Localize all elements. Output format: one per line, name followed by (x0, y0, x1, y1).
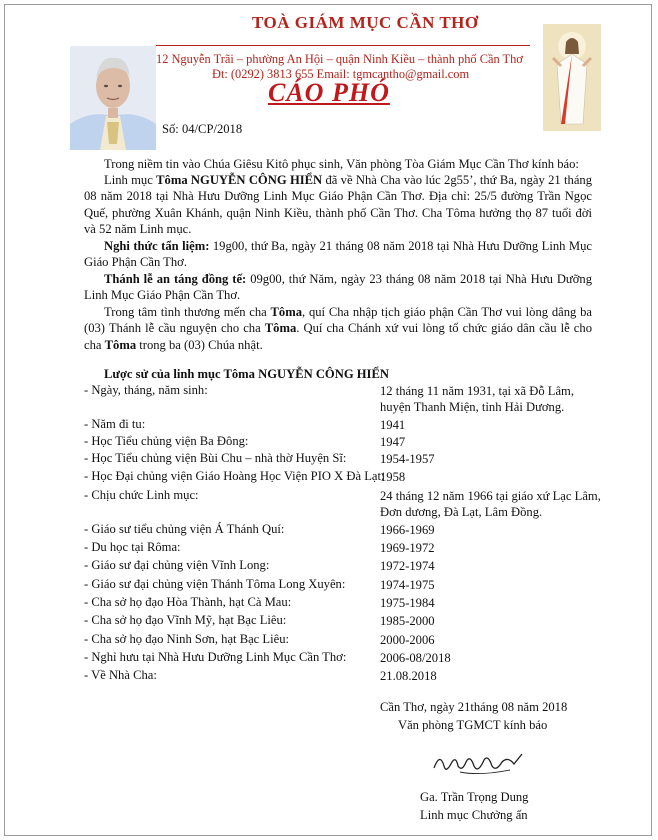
history-label: - Giáo sư đại chủng viện Vĩnh Long: (84, 558, 270, 572)
announcement-text-a: Linh mục (104, 173, 157, 187)
history-row (84, 595, 604, 611)
history-label: - Học Tiểu chủng viện Bùi Chu – nhà thờ Huyện Sĩ: (84, 451, 347, 465)
intro-text: Trong niềm tin vào Chúa Giêsu Kitô phục sinh, Văn phòng Tòa Giám Mục Cần Thơ kính báo: (104, 157, 579, 171)
org-contact: Đt: (0292) 3813 655 Email: tgmcantho@gmail.com (212, 67, 470, 81)
history-row (84, 417, 604, 433)
history-value: 1947 (380, 435, 406, 449)
prayer-text-b: , quí Cha nhập tịch giáo phận Cần Thơ vui lòng dâng ba (03) Thánh lễ cầu nguyện cho cha (84, 305, 592, 336)
document-title: CÁO PHÓ (268, 78, 390, 107)
funeral-mass-text: 09g00, thứ Năm, ngày 23 tháng 08 năm 2018 tại Nhà Hưu Dưỡng Linh Mục Giáo Phận Cần Thơ. (84, 272, 593, 303)
history-value: 2000-2006 (380, 633, 435, 647)
prayer-request-paragraph (84, 304, 592, 353)
history-label: - Học Đại chủng viện Giáo Hoàng Học Viện PIO X Đà Lạt: (84, 469, 385, 483)
history-value: 1975-1984 (380, 596, 435, 610)
history-row (84, 650, 604, 666)
history-value: 2006-08/2018 (380, 651, 451, 665)
history-row (84, 469, 604, 485)
funeral-mass-label: Thánh lễ an táng đồng tế: (104, 272, 247, 286)
prayer-text-a: Trong tâm tình thương mến cha (104, 305, 271, 319)
history-value: 1941 (380, 418, 406, 432)
name-tm-1: Tôma (270, 305, 303, 319)
history-row (84, 540, 604, 556)
history-value: 1958 (380, 470, 406, 484)
history-row (84, 434, 604, 450)
history-value: 1966-1969 (380, 523, 435, 537)
priest-portrait (70, 46, 156, 150)
history-row (84, 613, 604, 629)
history-label: - Học Tiểu chủng viện Ba Đông: (84, 434, 249, 448)
history-label: - Năm đi tu: (84, 417, 146, 431)
history-row (84, 668, 604, 684)
priest-name: Tôma NGUYỄN CÔNG HIỂN (156, 173, 323, 187)
history-label: - Ngày, tháng, năm sinh: (84, 383, 208, 397)
history-label: - Chịu chức Linh mục: (84, 488, 199, 502)
history-value: 1969-1972 (380, 541, 435, 555)
intro-paragraph (84, 156, 592, 172)
history-row (84, 558, 604, 574)
history-label: - Về Nhà Cha: (84, 668, 157, 682)
history-label: - Giáo sư đại chủng viện Thánh Tôma Long Xuyên: (84, 577, 346, 591)
history-label: - Cha sở họ đạo Vĩnh Mỹ, hạt Bạc Liêu: (84, 613, 287, 627)
shrouding-rite-label: Nghi thức tẩn liệm: (104, 239, 210, 253)
history-value: 21.08.2018 (380, 669, 437, 683)
name-tm-2: Tôma (264, 321, 297, 336)
prayer-text-d: trong ba (03) Chúa nhật. (136, 337, 263, 352)
closing-office: Văn phòng TGMCT kính báo (398, 718, 548, 732)
signer-role: Linh mục Chưởng ấn (420, 808, 528, 822)
risen-christ-image (543, 24, 601, 131)
history-label: - Giáo sư tiểu chủng viện Á Thánh Quí: (84, 522, 285, 536)
history-row (84, 577, 604, 593)
history-value: 1954-1957 (380, 452, 435, 466)
history-row (84, 632, 604, 648)
history-value: 1985-2000 (380, 614, 435, 628)
org-address: 12 Nguyễn Trãi – phường An Hội – quận Ninh Kiều – thành phố Cần Thơ (156, 52, 523, 66)
shrouding-rite-paragraph (84, 238, 592, 271)
history-label: - Cha sở họ đạo Hòa Thành, hạt Cà Mau: (84, 595, 292, 609)
death-announcement-paragraph (84, 172, 592, 237)
history-value: 24 tháng 12 năm 1966 tại giáo xứ Lạc Lâm, Đơn dương, Đà Lạt, Lâm Đồng. (380, 489, 601, 519)
closing-date: Cần Thơ, ngày 21tháng 08 năm 2018 (380, 700, 568, 714)
header-divider (156, 45, 530, 46)
history-row (84, 488, 604, 519)
funeral-mass-paragraph (84, 271, 592, 304)
history-label: - Du học tại Rôma: (84, 540, 181, 554)
org-title: TOÀ GIÁM MỤC CẦN THƠ (252, 13, 479, 32)
history-row (84, 383, 604, 414)
shrouding-rite-text: 19g00, thứ Ba, ngày 21 tháng 08 năm 2018 tại Nhà Hưu Dưỡng Linh Mục Giáo Phận Cần Thơ. (84, 239, 593, 270)
history-label: - Cha sở họ đạo Ninh Sơn, hạt Bạc Liêu: (84, 632, 289, 646)
history-row (84, 522, 604, 538)
name-tm-3: Tôma (104, 337, 137, 352)
announcement-text-b: đã về Nhà Cha vào lúc 2g55’, thứ Ba, ngày 21 tháng 08 năm 2018 tại Nhà Hưu Dưỡng Linh Mục Giáo Phận Cần Thơ. Địa chỉ: 25/5 đường Trần Ngọc Quế, phường Xuân Khánh, quận Ninh Kiều, thành phố Cần Thơ. Cha Tôma hưởng thọ 87 tuổi đời và 52 năm Linh mục. (84, 173, 593, 236)
signer-name: Ga. Trần Trọng Dung (420, 790, 529, 804)
history-row (84, 451, 604, 467)
history-value: 12 tháng 11 năm 1931, tại xã Đỗ Lâm, huyện Thanh Miện, tỉnh Hải Dương. (380, 384, 574, 414)
history-title: Lược sử của linh mục Tôma NGUYỄN CÔNG HIỂN (104, 367, 389, 381)
history-value: 1974-1975 (380, 578, 435, 592)
history-value: 1972-1974 (380, 559, 435, 573)
document-number: Số: 04/CP/2018 (162, 122, 243, 136)
prayer-text-c: . Quí cha Chánh xứ vui lòng tổ chức giáo dân cầu lễ cho cha (84, 321, 592, 352)
history-label: - Nghỉ hưu tại Nhà Hưu Dưỡng Linh Mục Cần Thơ: (84, 650, 347, 664)
signature (430, 748, 530, 778)
